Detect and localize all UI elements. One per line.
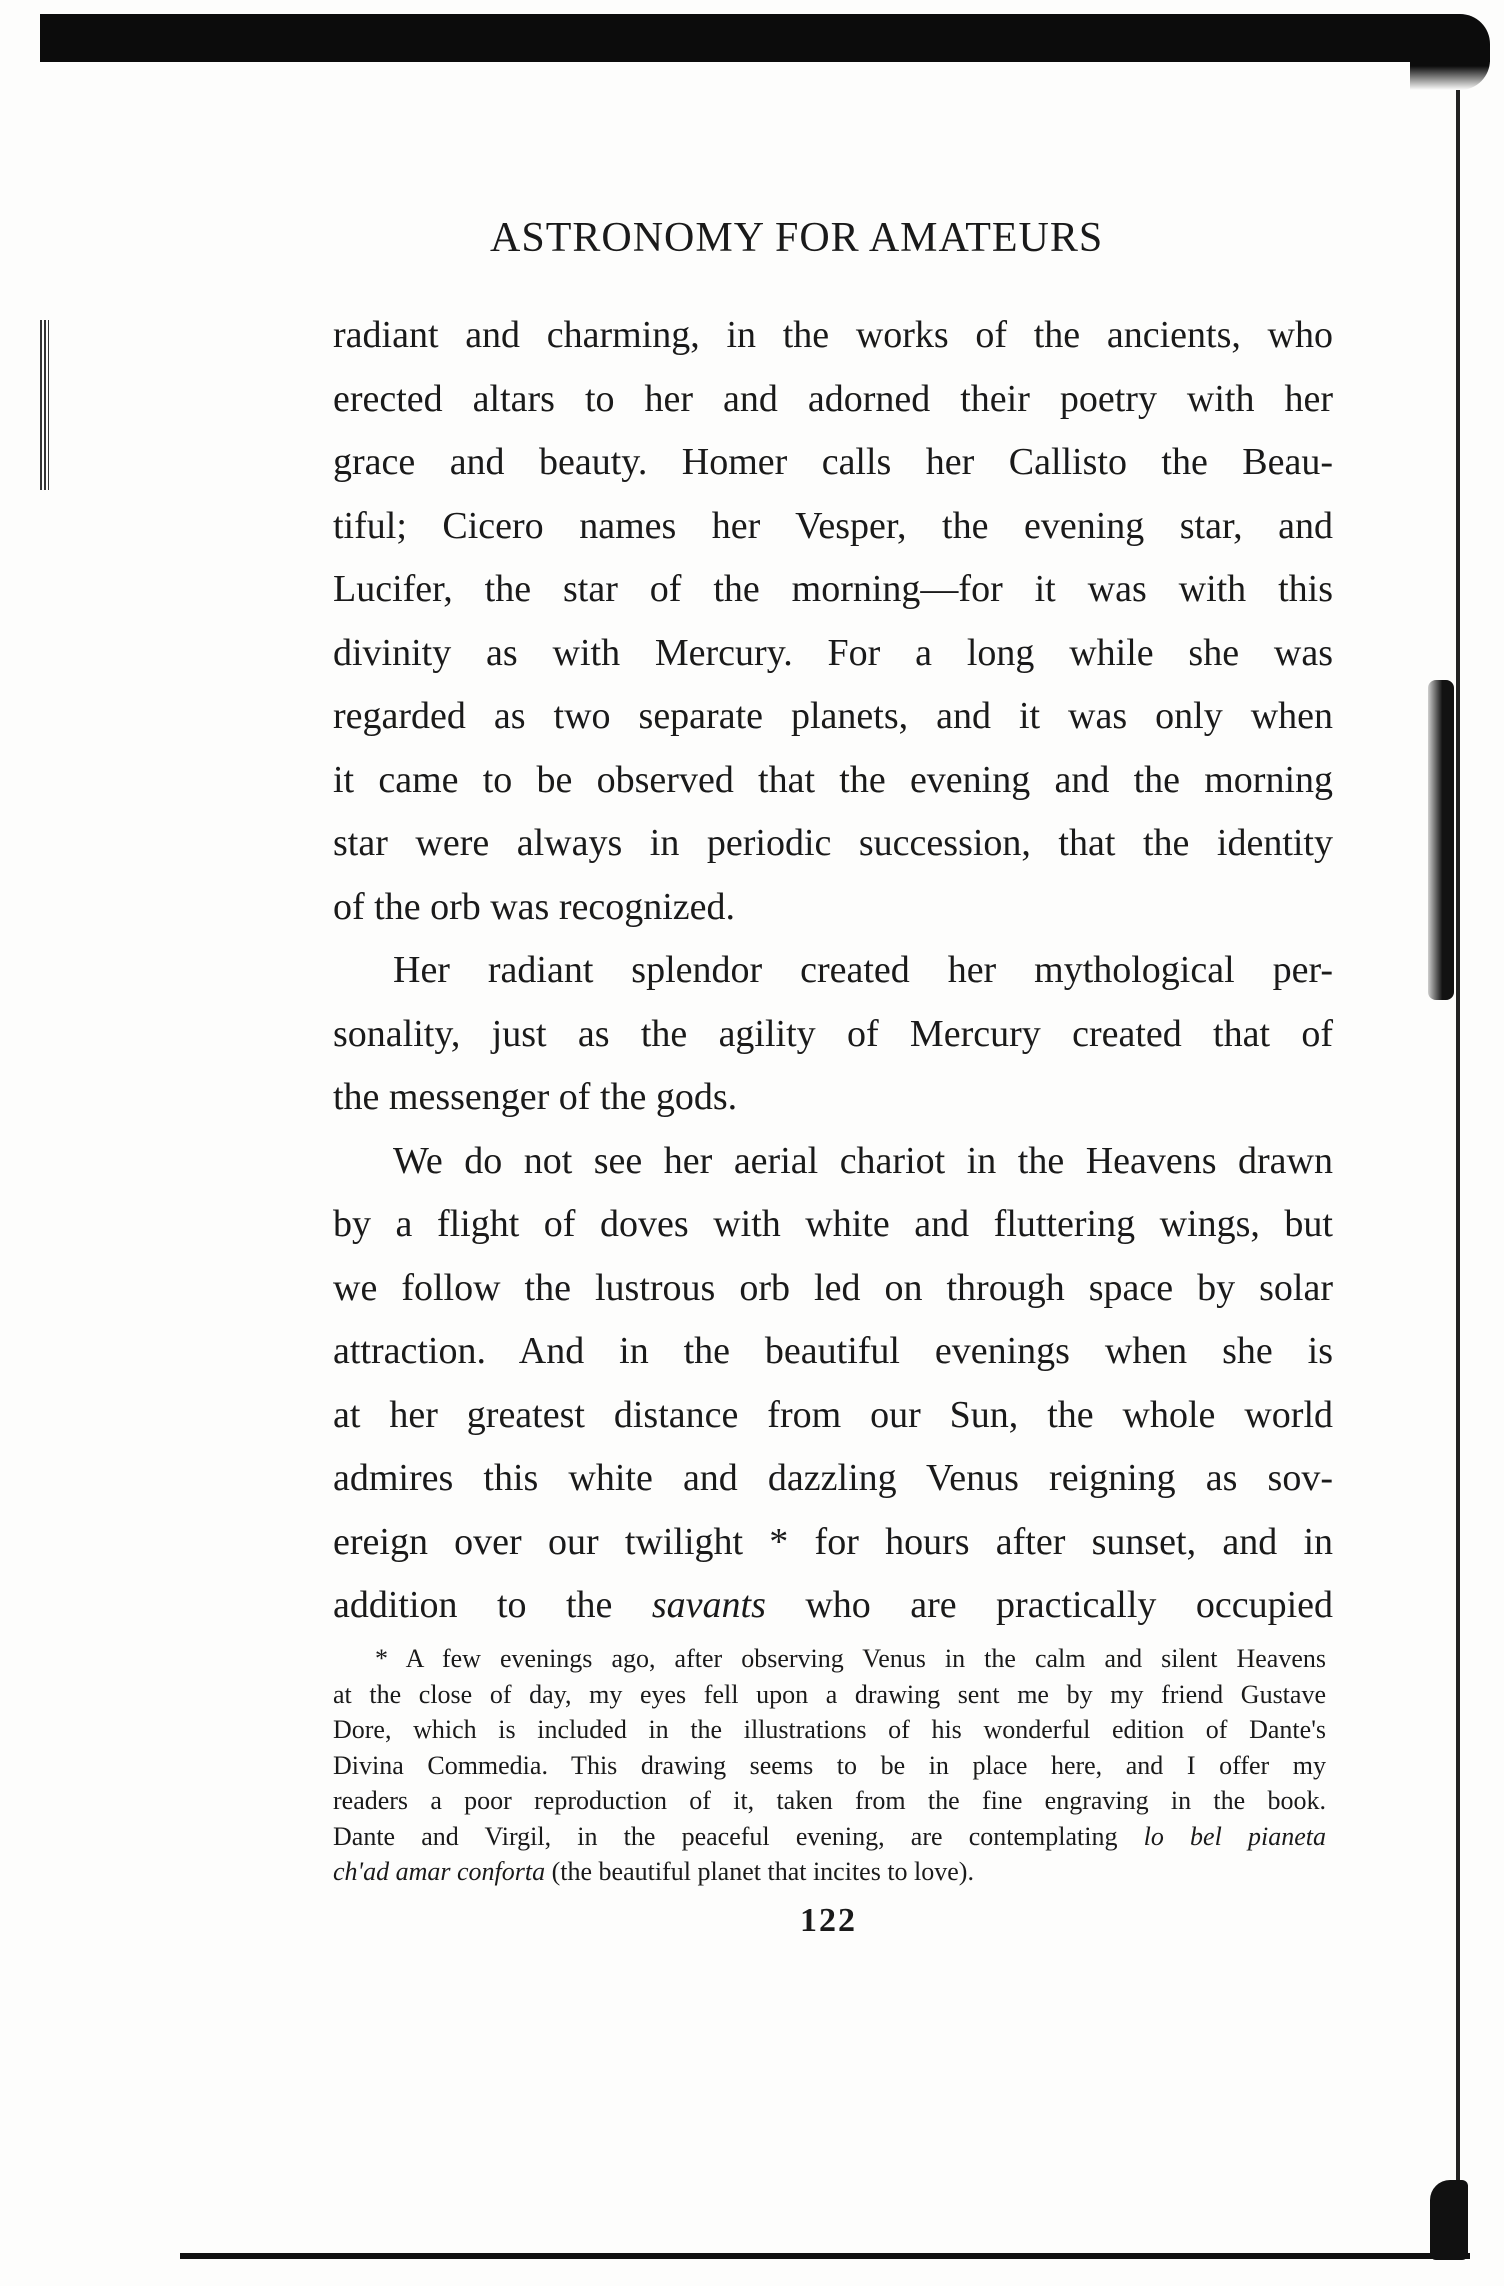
footnote-italic: lo bel pianeta xyxy=(1143,1821,1326,1851)
scan-top-shadow-tail xyxy=(1410,50,1490,90)
body-line: sonality, just as the agility of Mercury created that of xyxy=(333,1012,1333,1055)
body-line: erected altars to her and adorned their poetry with her xyxy=(333,377,1333,420)
scan-bottom-smudge xyxy=(1430,2180,1468,2260)
body-line: at her greatest distance from our Sun, the whole world xyxy=(333,1393,1333,1436)
body-line-last xyxy=(333,1574,1333,1638)
scan-top-shadow xyxy=(40,14,1490,62)
body-line: ereign over our twilight * for hours after sunset, and in xyxy=(333,1520,1333,1563)
scan-left-mark xyxy=(40,320,49,490)
footnote xyxy=(333,1641,1326,1890)
footnote-line: * A few evenings ago, after observing Venus in the calm and silent Heavens xyxy=(375,1644,1326,1673)
body-line: we follow the lustrous orb led on through space by solar xyxy=(333,1266,1333,1309)
footnote-italic: ch'ad amar conforta xyxy=(333,1857,546,1886)
italic-term: savants xyxy=(651,1584,766,1626)
footnote-line xyxy=(333,1854,1326,1890)
footnote-fragment: (the beautiful planet that incites to love). xyxy=(545,1857,974,1886)
body-text xyxy=(333,304,1333,1638)
body-line: radiant and charming, in the works of the ancients, who xyxy=(333,314,1333,356)
body-text-fragment: who are practically occupied xyxy=(765,1584,1333,1626)
body-line: grace and beauty. Homer calls her Callisto the Beau- xyxy=(333,441,1333,483)
scan-right-edge xyxy=(1456,90,1460,2200)
body-line: divinity as with Mercury. For a long while she was xyxy=(333,631,1333,674)
footnote-line: readers a poor reproduction of it, taken from the fine engraving in the book. xyxy=(333,1786,1326,1815)
body-text-fragment: addition to the xyxy=(333,1584,652,1626)
footnote-line xyxy=(333,1819,1326,1855)
body-line: Lucifer, the star of the morning—for it was with this xyxy=(333,568,1333,610)
footnote-line: Divina Commedia. This drawing seems to be in place here, and I offer my xyxy=(333,1750,1326,1780)
scan-bottom-edge xyxy=(180,2253,1470,2259)
body-line: attraction. And in the beautiful evenings when she is xyxy=(333,1330,1333,1372)
footnote-line: Dore, which is included in the illustrations of his wonderful edition of Dante's xyxy=(333,1715,1326,1744)
body-line: tiful; Cicero names her Vesper, the evening star, and xyxy=(333,504,1333,547)
footnote-line: at the close of day, my eyes fell upon a drawing sent me by my friend Gustave xyxy=(333,1679,1326,1709)
body-line: the messenger of the gods. xyxy=(333,1076,738,1118)
body-line: regarded as two separate planets, and it was only when xyxy=(333,695,1333,737)
body-line: it came to be observed that the evening and the morning xyxy=(333,758,1333,801)
body-line: We do not see her aerial chariot in the Heavens drawn xyxy=(393,1139,1333,1182)
scan-right-smudge xyxy=(1428,680,1454,1000)
body-line: admires this white and dazzling Venus reigning as sov- xyxy=(333,1457,1333,1499)
footnote-fragment: Dante and Virgil, in the peaceful evening, are contemplating xyxy=(333,1821,1144,1851)
running-head: ASTRONOMY FOR AMATEURS xyxy=(490,215,1104,261)
body-line: by a flight of doves with white and fluttering wings, but xyxy=(333,1203,1333,1245)
body-line: star were always in periodic succession, that the identity xyxy=(333,822,1333,864)
body-line: of the orb was recognized. xyxy=(333,885,736,928)
page-number: 122 xyxy=(800,1902,857,1939)
body-line: Her radiant splendor created her mythological per- xyxy=(393,949,1333,991)
